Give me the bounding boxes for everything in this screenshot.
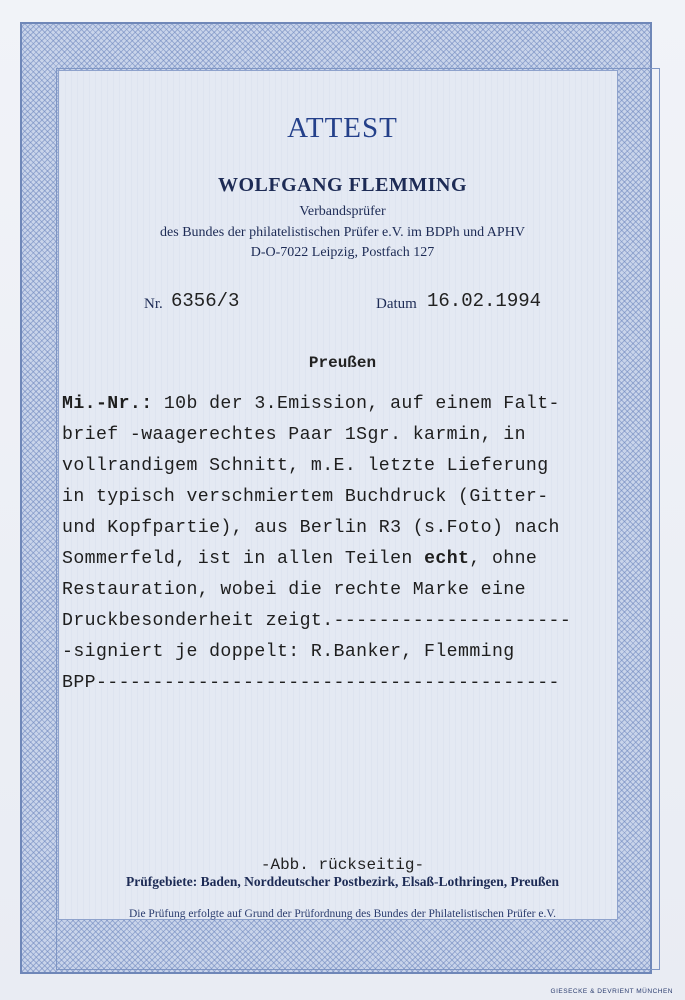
body-line-8: Druckbesonderheit zeigt.---------------------	[62, 611, 572, 631]
body-line-7: Restauration, wobei die rechte Marke eine	[62, 580, 526, 600]
body-line-10: BPP-----------------------------------------	[62, 673, 560, 693]
body-text: 10b der 3.Emission, auf einem Falt-	[152, 394, 560, 414]
date-label: Datum	[376, 296, 417, 312]
body-text: , ohne	[469, 549, 538, 569]
examiner-role: Verbandsprüfer	[299, 204, 386, 219]
body-line-5: und Kopfpartie), aus Berlin R3 (s.Foto) nach	[62, 518, 560, 538]
body-line-4: in typisch verschmiertem Buchdruck (Gitter-	[62, 487, 549, 507]
body-line-3: vollrandigem Schnitt, m.E. letzte Lieferung	[62, 456, 549, 476]
body-line-6	[62, 549, 537, 569]
number-label: Nr.	[144, 296, 163, 312]
image-note: -Abb. rückseitig-	[260, 856, 425, 874]
body-line-9: -signiert je doppelt: R.Banker, Flemming	[62, 642, 515, 662]
association-line: des Bundes der philatelistischen Prüfer e.V. im BDPh und APHV	[160, 225, 525, 240]
certificate-number: 6356/3	[171, 290, 240, 312]
fields-of-expertise: Prüfgebiete: Baden, Norddeutscher Postbezirk, Elsaß-Lothringen, Preußen	[126, 874, 559, 889]
catalog-number-label: Mi.-Nr.:	[62, 394, 153, 414]
examiner-name: WOLFGANG FLEMMING	[217, 174, 468, 196]
certificate-title: ATTEST	[287, 112, 398, 144]
printer-mark: GIESECKE & DEVRIENT MÜNCHEN	[550, 988, 673, 995]
certificate-date: 16.02.1994	[427, 290, 542, 312]
body-text: Sommerfeld, ist in allen Teilen	[62, 549, 425, 569]
regulation-note: Die Prüfung erfolgte auf Grund der Prüfordnung des Bundes der Philatelistischen Prüfer e.V.	[128, 908, 557, 920]
body-line-2: brief -waagerechtes Paar 1Sgr. karmin, in	[62, 425, 526, 445]
genuine-verdict: echt	[424, 549, 470, 569]
body-line-1	[62, 394, 560, 414]
address-line: D-O-7022 Leipzig, Postfach 127	[250, 245, 435, 260]
stamp-area-heading: Preußen	[308, 354, 377, 372]
